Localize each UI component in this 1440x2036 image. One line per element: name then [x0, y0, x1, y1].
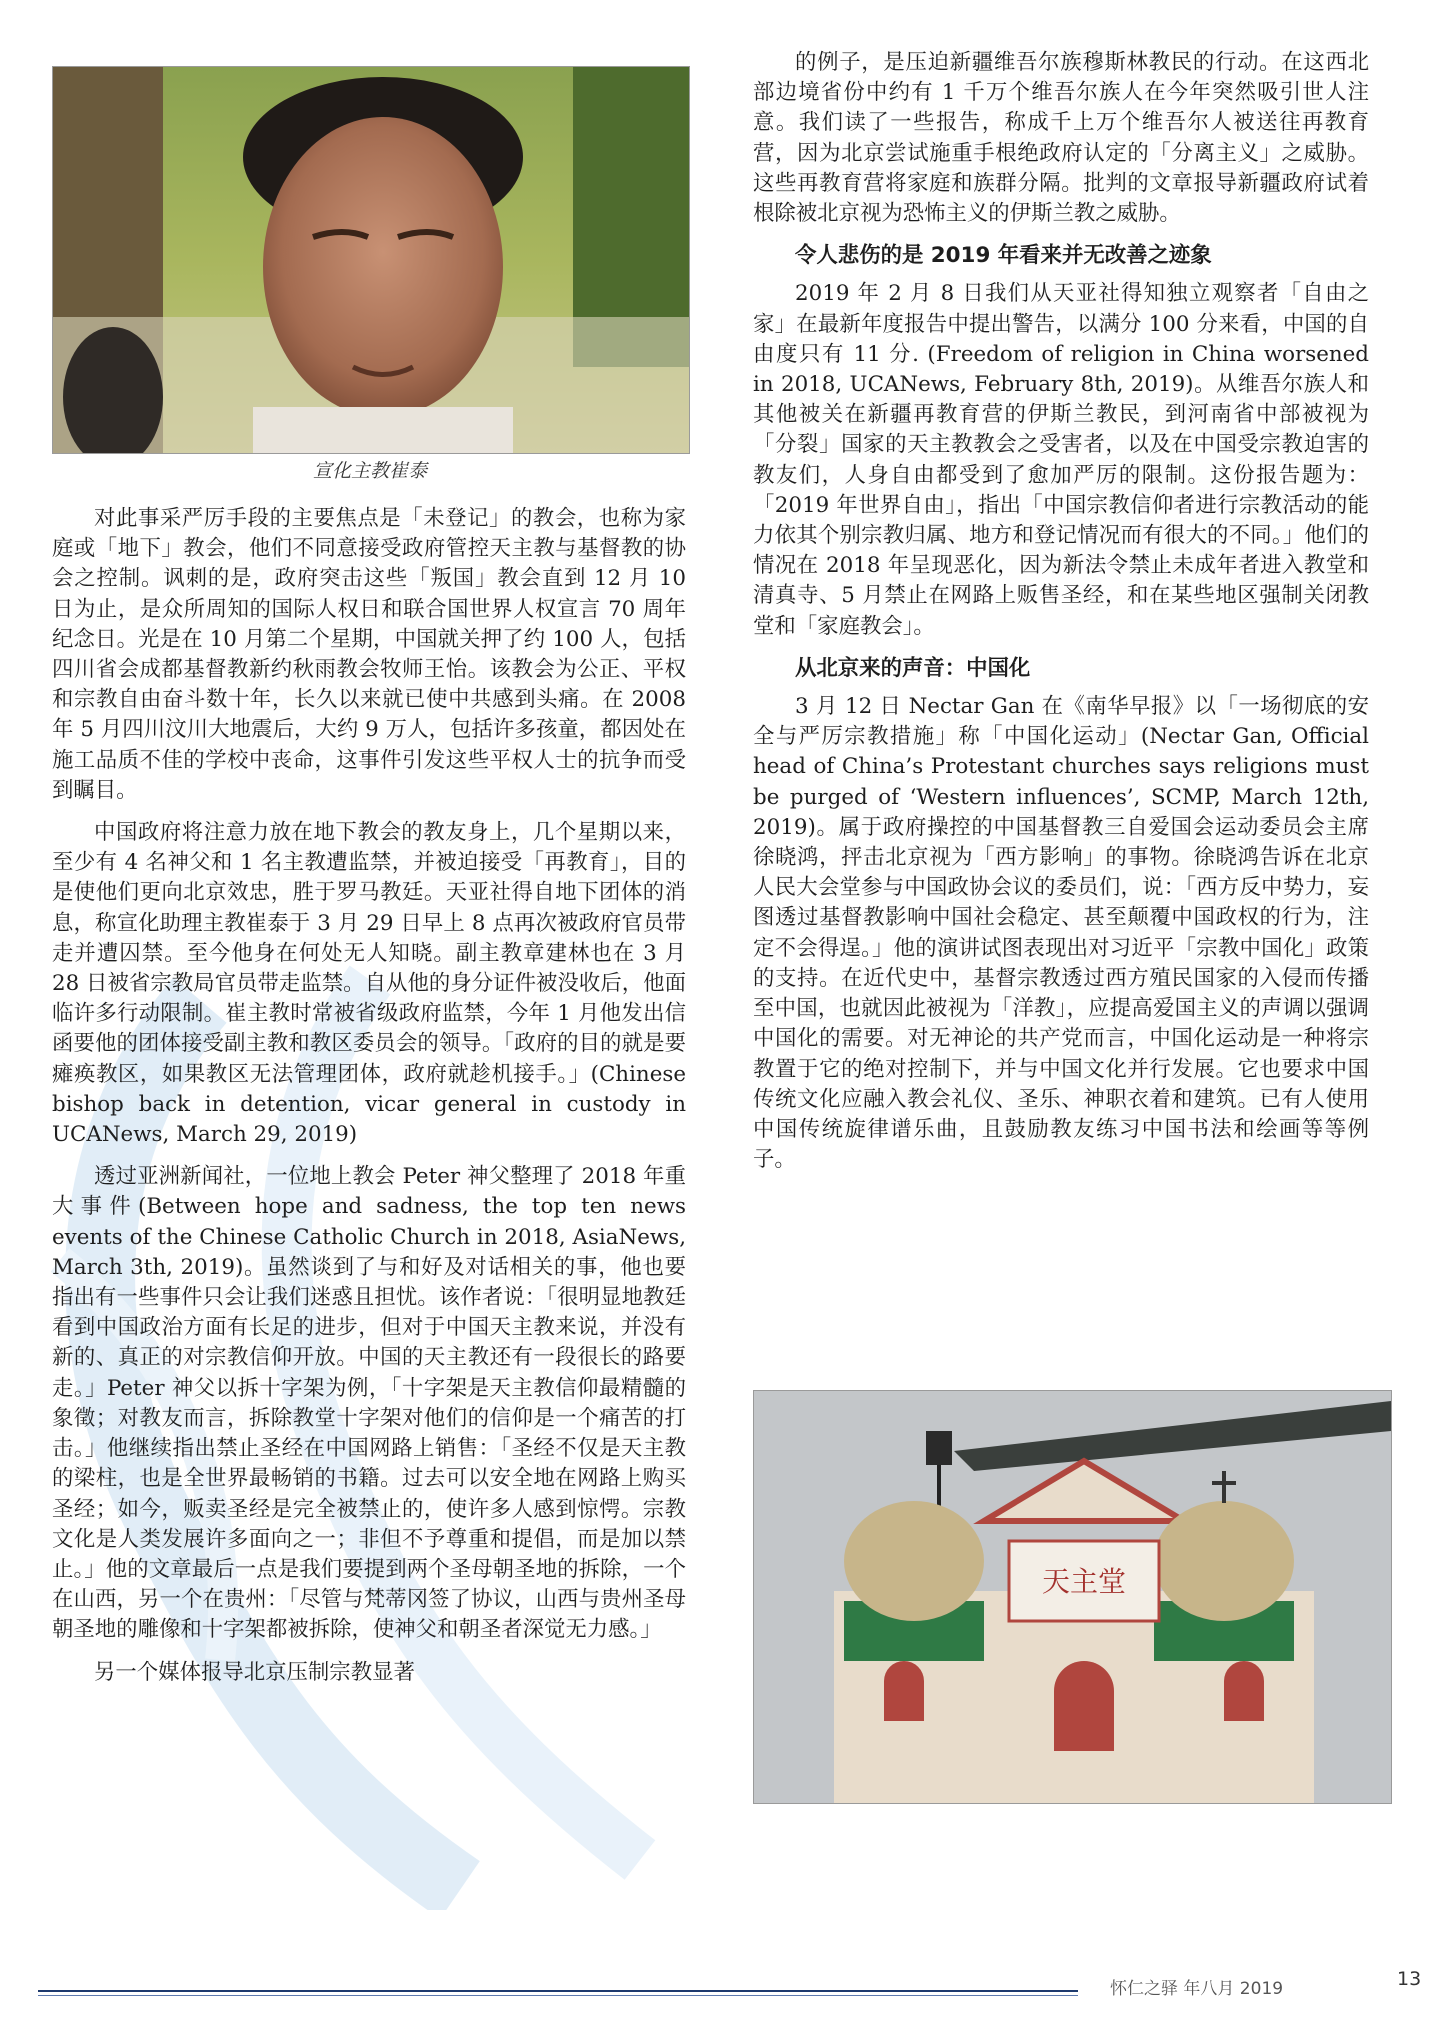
paragraph: 3 月 12 日 Nectar Gan 在《南华早报》以「一场彻底的安全与严厉宗教措施」称「中国化运动」(Nectar Gan, Official head of China’s Protestant churches says religions must be purged of ‘Western influences’, SCMP, March 12th, 2019)。属于政府操控的中国基督教三自爱国会运动委员会主席徐晓鸿，抨击北京视为「西方影响」的事物。徐晓鸿告诉在北京人民大会堂参与中国政协会议的委员们，说：「西方反中势力，妄图透过基督教影响中国社会稳定、甚至颠覆中国政权的行为，注定不会得逞。」他的演讲试图表现出对习近平「宗教中国化」政策的支持。在近代史中，基督宗教透过西方殖民国家的入侵而传播至中国，也就因此被视为「洋教」，应提高爱国主义的声调以强调中国化的需要。对无神论的共产党而言，中国化运动是一种将宗教置于它的绝对控制下，并与中国文化并行发展。它也要求中国传统文化应融入教会礼仪、圣乐、神职衣着和建筑。已有人使用中国传统旋律谱乐曲，且鼓励教友练习中国书法和绘画等等例子。: [753, 694, 1369, 1173]
left-column-text: [52, 504, 686, 1688]
paragraph: 的例子，是压迫新疆维吾尔族穆斯林教民的行动。在这西北部边境省份中约有 1 千万个维吾尔族人在今年突然吸引世人注意。我们读了一些报告，称成千上万个维吾尔人被送往再教育营，因为北京尝试施重手根绝政府认定的「分离主义」之威胁。这些再教育营将家庭和族群分隔。批判的文章报导新疆政府试着根除被北京视为恐怖主义的伊斯兰教之威胁。: [753, 50, 1369, 227]
portrait-caption: 宣化主教崔泰: [312, 460, 427, 482]
paragraph: 2019 年 2 月 8 日我们从天亚社得知独立观察者「自由之家」在最新年度报告中提出警告，以满分 100 分来看，中国的自由度只有 11 分. (Freedom of religion in China worsened in 2018, UCANews, February 8th, 2019)。从维吾尔族人和其他被关在新疆再教育营的伊斯兰教民，到河南省中部被视为「分裂」国家的天主教教会之受害者，以及在中国受宗教迫害的教友们，人身自由都受到了愈加严厉的限制。这份报告题为：「2019 年世界自由」，指出「中国宗教信仰者进行宗教活动的能力依其个别宗教归属、地方和登记情况而有很大的不同。」他们的情况在 2018 年呈现恶化，因为新法令禁止未成年者进入教堂和清真寺、5 月禁止在网路上贩售圣经，和在某些地区强制关闭教堂和「家庭教会」。: [753, 281, 1369, 639]
paragraph: 透过亚洲新闻社，一位地上教会 Peter 神父整理了 2018 年重大事件(Between hope and sadness, the top ten news events of the Chinese Catholic Church in 2018, AsiaNews, March 3th, 2019)。虽然谈到了与和好及对话相关的事，他也要指出有一些事件只会让我们迷惑且担忧。该作者说：「很明显地教廷看到中国政治方面有长足的进步，但对于中国天主教来说，并没有新的、真正的对宗教信仰开放。中国的天主教还有一段很长的路要走。」Peter 神父以拆十字架为例，「十字架是天主教信仰最精髓的象徵；对教友而言，拆除教堂十字架对他们的信仰是一个痛苦的打击。」他继续指出禁止圣经在中国网路上销售：「圣经不仅是天主教的梁柱，也是全世界最畅销的书籍。过去可以安全地在网路上购买圣经；如今，贩卖圣经是完全被禁止的，使许多人感到惊愕。宗教文化是人类发展许多面向之一；非但不予尊重和提倡，而是加以禁止。」他的文章最后一点是我们要提到两个圣母朝圣地的拆除，一个在山西，另一个在贵州：「尽管与梵蒂冈签了协议，山西与贵州圣母朝圣地的雕像和十字架都被拆除，使神父和朝圣者深觉无力感。」: [52, 1164, 686, 1643]
footer-rule: [38, 1990, 1078, 1992]
section-heading: 从北京来的声音：中国化: [795, 655, 1031, 681]
church-cross-removal-photo: [753, 1390, 1392, 1804]
bishop-portrait-photo: [52, 66, 690, 454]
paragraph: 中国政府将注意力放在地下教会的教友身上，几个星期以来，至少有 4 名神父和 1 名主教遭监禁，并被迫接受「再教育」，目的是使他们更向北京效忠，胜于罗马教廷。天亚社得自地下团体的消息，称宣化助理主教崔泰于 3 月 29 日早上 8 点再次被政府官员带走并遭囚禁。至今他身在何处无人知晓。副主教章建林也在 3 月 28 日被省宗教局官员带走监禁。自从他的身分证件被没收后，他面临许多行动限制。崔主教时常被省级政府监禁，今年 1 月他发出信函要他的团体接受副主教和教区委员会的领导。「政府的目的就是要瘫痪教区，如果教区无法管理团体，政府就趁机接手。」(Chinese bishop back in detention, vicar general in custody in UCANews, March 29, 2019): [52, 820, 686, 1148]
footer-publication: 怀仁之驿 年八月 2019: [1110, 1979, 1284, 1999]
page-number: 13: [1397, 1968, 1422, 1990]
footer-rule-thin: [38, 1995, 1078, 1996]
paragraph: 对此事采严厉手段的主要焦点是「未登记」的教会，也称为家庭或「地下」教会，他们不同意接受政府管控天主教与基督教的协会之控制。讽刺的是，政府突击这些「叛国」教会直到 12 月 10 日为止，是众所周知的国际人权日和联合国世界人权宣言 70 周年纪念日。光是在 10 月第二个星期，中国就关押了约 100 人，包括四川省会成都基督教新约秋雨教会牧师王怡。该教会为公正、平权和宗教自由奋斗数十年，长久以来就已使中共感到头痛。在 2008 年 5 月四川汶川大地震后，大约 9 万人，包括许多孩童，都因处在施工品质不佳的学校中丧命，这事件引发这些平权人士的抗争而受到瞩目。: [52, 506, 686, 803]
paragraph: 另一个媒体报导北京压制宗教显著: [94, 1659, 415, 1685]
right-column-text: [753, 48, 1369, 1175]
church-sign-text: 天主堂: [1041, 1565, 1127, 1598]
section-heading: 令人悲伤的是 2019 年看来并无改善之迹象: [795, 243, 1212, 269]
